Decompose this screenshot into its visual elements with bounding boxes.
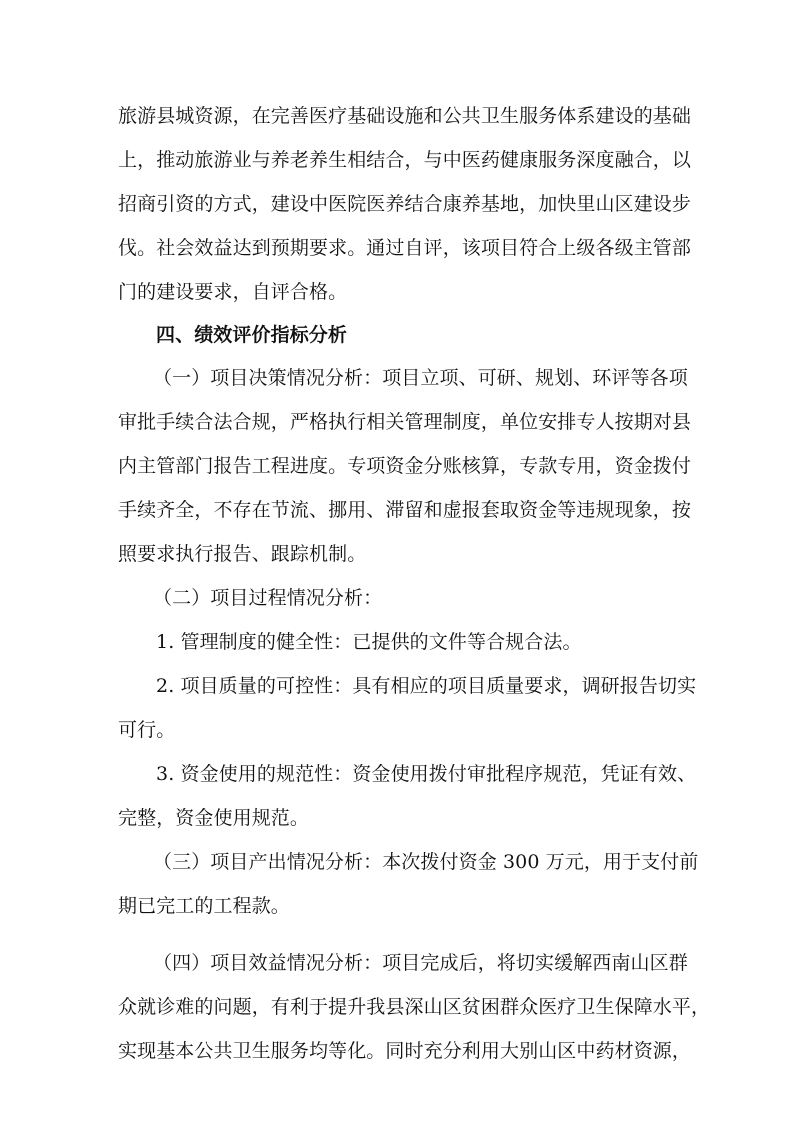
paragraph-line: （四）项目效益情况分析：项目完成后，将切实缓解西南山区群 (153, 952, 688, 974)
paragraph-line: 门的建设要求，自评合格。 (118, 281, 348, 303)
paragraph-line: 完整，资金使用规范。 (118, 807, 310, 829)
paragraph-line: 招商引资的方式，建设中医院医养结合康养基地，加快里山区建设步 (118, 193, 692, 215)
paragraph-line: 可行。 (118, 719, 176, 741)
list-item: 3. 资金使用的规范性：资金使用拨付审批程序规范，凭证有效、 (156, 763, 697, 785)
paragraph-line: 审批手续合法合规，严格执行相关管理制度，单位安排专人按期对县 (118, 411, 692, 433)
paragraph-line: 上，推动旅游业与养老养生相结合，与中医药健康服务深度融合，以 (118, 149, 692, 171)
paragraph-line: 旅游县城资源，在完善医疗基础设施和公共卫生服务体系建设的基础 (118, 105, 692, 127)
paragraph-line: 内主管部门报告工程进度。专项资金分账核算，专款专用，资金拨付 (118, 455, 692, 477)
paragraph-line: 期已完工的工程款。 (118, 895, 290, 917)
section-heading: 四、绩效评价指标分析 (156, 324, 348, 346)
list-item: 2. 项目质量的可控性：具有相应的项目质量要求，调研报告切实 (156, 675, 697, 697)
paragraph-line: 手续齐全，不存在节流、挪用、滞留和虚报套取资金等违规现象，按 (118, 499, 692, 521)
paragraph-line: 伐。社会效益达到预期要求。通过自评，该项目符合上级各级主管部 (118, 237, 692, 259)
paragraph-line: （三）项目产出情况分析：本次拨付资金 300 万元，用于支付前 (153, 851, 699, 873)
subsection-heading: （二）项目过程情况分析： (153, 587, 383, 609)
paragraph-line: （一）项目决策情况分析：项目立项、可研、规划、环评等各项 (153, 367, 688, 389)
paragraph-line: 照要求执行报告、跟踪机制。 (118, 543, 367, 565)
paragraph-line: 众就诊难的问题，有利于提升我县深山区贫困群众医疗卫生保障水平， (118, 996, 711, 1018)
list-item: 1. 管理制度的健全性：已提供的文件等合规合法。 (156, 631, 582, 653)
paragraph-line: 实现基本公共卫生服务均等化。同时充分利用大别山区中药材资源， (118, 1040, 692, 1062)
